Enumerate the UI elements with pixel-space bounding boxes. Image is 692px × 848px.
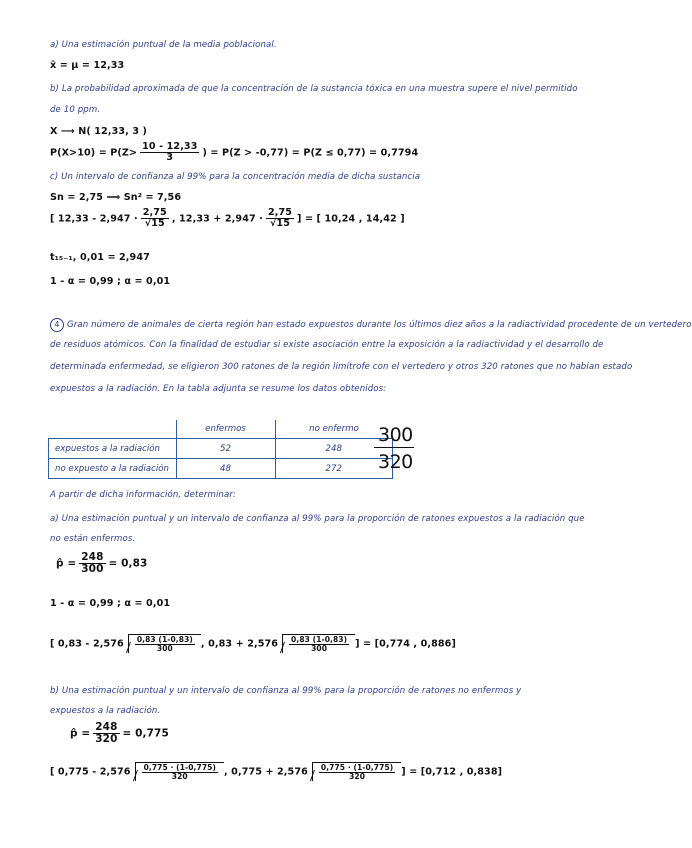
part-c-t-value: t₁₅₋₁, 0,01 = 2,947 xyxy=(50,252,150,263)
part-c-title: c) Un intervalo de confianza al 99% para la concentración media de dicha sustancia xyxy=(50,172,421,182)
part-c-sn: Sn = 2,75 ⟹ Sn² = 7,56 xyxy=(50,192,182,203)
ci-den-1: √15 xyxy=(144,218,165,230)
table-row xyxy=(49,439,393,459)
part4b-title-1: b) Una estimación puntual y un intervalo de confianza al 99% para la proporción de ratones no enfermos y xyxy=(50,686,522,696)
p-hat-fraction xyxy=(79,552,105,575)
part4a-estimate xyxy=(56,552,147,575)
part-a-equation: x̄ = μ = 12,33 xyxy=(50,60,125,71)
row-label: no expuesto a la radiación xyxy=(49,459,177,479)
part-c-alpha: 1 - α = 0,99 ; α = 0,01 xyxy=(50,276,171,287)
ci-num-1: 2,75 xyxy=(142,207,167,218)
p-hat-num-b: 248 xyxy=(95,721,118,733)
ci4b-rad-1: 0,775 · (1-0,775) xyxy=(143,763,216,772)
prob-end: ) = P(Z > -0,77) = P(Z ≤ 0,77) = 0,7794 xyxy=(202,147,419,159)
ci4a-rad-1: 0,83 (1-0,83) xyxy=(136,635,193,644)
p-hat-result: = 0,83 xyxy=(108,557,148,570)
sqrt-2 xyxy=(282,634,355,653)
part4a-title-1: a) Una estimación puntual y un intervalo de confianza al 99% para la proporción de ratones expuestos a la radiación que xyxy=(50,514,585,524)
ci4b-open: [ 0,775 - 2,576 xyxy=(50,766,131,778)
prob-numerator: 10 - 12,33 xyxy=(142,141,198,152)
table-cell: 248 xyxy=(275,439,393,459)
part-b-title-1: b) La probabilidad aproximada de que la concentración de la sustancia tóxica en una muestra supere el nivel permitido xyxy=(50,84,578,94)
ci4b-den-1: 320 xyxy=(171,771,188,781)
ci4a-close: ] = [0,774 , 0,886] xyxy=(355,638,456,650)
problem4-line-3: determinada enfermedad, se eligieron 300 ratones de la región limítrofe con el vertedero y otros 320 ratones que no habían estado xyxy=(50,362,633,372)
table-cell: 272 xyxy=(275,459,393,479)
ci-fraction-1 xyxy=(141,208,169,229)
part-b-distribution: X ⟶ N( 12,33, 3 ) xyxy=(50,126,148,137)
p-hat-label: p̂ = xyxy=(56,557,77,570)
ci4a-den-2: 300 xyxy=(311,643,328,653)
ci-fraction-2 xyxy=(266,208,294,229)
ci4b-den-2: 320 xyxy=(349,771,366,781)
problem4-text-1: Gran número de animales de cierta región han estado expuestos durante los últimos diez años a la radiactividad procedente de un vertedero xyxy=(67,320,692,330)
total-not-exposed: 320 xyxy=(378,451,413,473)
row-label: expuestos a la radiación xyxy=(49,439,177,459)
ci-mid: , 12,33 + 2,947 · xyxy=(171,213,263,225)
col-header-enfermos: enfermos xyxy=(176,420,275,439)
col-header-no-enfermo: no enfermo xyxy=(275,420,393,439)
part-a-title: a) Una estimación puntual de la media poblacional. xyxy=(50,40,277,50)
part4a-interval xyxy=(50,634,456,653)
part4b-interval xyxy=(50,762,502,781)
ci-num-2: 2,75 xyxy=(267,207,293,218)
part4a-alpha: 1 - α = 0,99 ; α = 0,01 xyxy=(50,598,171,609)
sqrt-4 xyxy=(312,762,401,781)
p-hat-den: 300 xyxy=(81,563,104,576)
ci4b-frac-1 xyxy=(142,764,218,781)
ci4b-mid: , 0,775 + 2,576 xyxy=(223,766,308,778)
prob-denominator: 3 xyxy=(166,152,174,164)
contingency-table xyxy=(48,420,393,479)
sqrt-1 xyxy=(128,634,201,653)
ci-close: ] = [ 10,24 , 14,42 ] xyxy=(297,213,405,225)
part-c-interval xyxy=(50,208,405,229)
p-hat-den-b: 320 xyxy=(95,733,118,746)
problem4-line-1 xyxy=(50,318,692,332)
table-cell: 52 xyxy=(176,439,275,459)
p-hat-num: 248 xyxy=(81,551,104,563)
ci4a-rad-2: 0,83 (1-0,83) xyxy=(291,635,348,644)
ci-den-2: √15 xyxy=(269,218,290,230)
part4a-title-2: no están enfermos. xyxy=(50,534,136,544)
p-hat-fraction-b xyxy=(93,722,119,745)
ci4a-frac-1 xyxy=(135,636,195,653)
ci4a-frac-2 xyxy=(289,636,349,653)
problem4-line-2: de residuos atómicos. Con la finalidad de estudiar si existe asociación entre la exposición a la radiactividad y el desarrollo de xyxy=(50,340,604,350)
part-b-probability xyxy=(50,142,418,163)
table-cell: 48 xyxy=(176,459,275,479)
part4b-title-2: expuestos a la radiación. xyxy=(50,706,161,716)
part-b-title-2: de 10 ppm. xyxy=(50,105,101,115)
problem4-line-4: expuestos a la radiación. En la tabla adjunta se resume los datos obtenidos: xyxy=(50,384,387,394)
determine-title: A partir de dicha información, determinar: xyxy=(50,490,236,500)
ci4a-mid: , 0,83 + 2,576 xyxy=(200,638,279,650)
sqrt-3 xyxy=(135,762,224,781)
ci4b-frac-2 xyxy=(319,764,395,781)
p-hat-label-b: p̂ = xyxy=(70,727,91,740)
ci4b-rad-2: 0,775 · (1-0,775) xyxy=(320,763,394,772)
table-corner xyxy=(49,420,177,439)
part4b-estimate xyxy=(70,722,169,745)
p-hat-result-b: = 0,775 xyxy=(122,727,169,740)
table-header-row xyxy=(49,420,393,439)
ci4a-open: [ 0,83 - 2,576 xyxy=(50,638,124,650)
prob-fraction xyxy=(140,142,199,163)
problem-number-badge: 4 xyxy=(50,318,64,332)
total-divider xyxy=(374,447,414,448)
ci4a-den-1: 300 xyxy=(156,643,173,653)
total-exposed: 300 xyxy=(378,424,413,446)
ci-open: [ 12,33 - 2,947 · xyxy=(50,213,138,225)
table-row xyxy=(49,459,393,479)
ci4b-close: ] = [0,712 , 0,838] xyxy=(401,766,503,778)
prob-start: P(X>10) = P(Z> xyxy=(50,147,138,159)
